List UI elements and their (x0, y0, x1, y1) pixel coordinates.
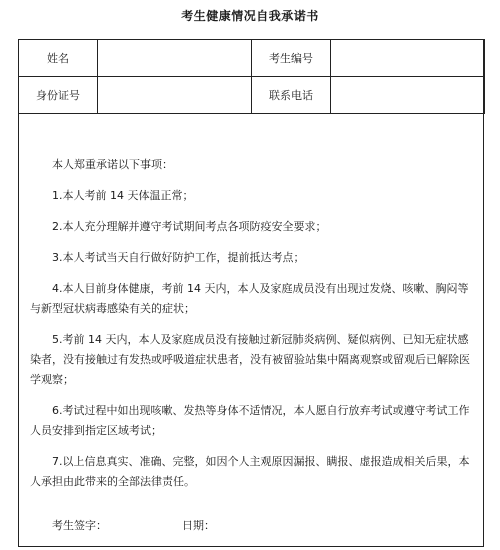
signature-row (19, 517, 485, 537)
commitment-item-5: 5.考前 14 天内，本人及家庭成员没有接触过新冠肺炎病例、疑似病例、已知无症状感染者，没有接触过有发热或呼吸道症状患者，没有被留验站集中隔离观察或留观后已解除医学观察； (30, 333, 470, 386)
info-row-1 (19, 40, 485, 77)
name-field[interactable] (98, 40, 252, 77)
commitment-item-7: 7.以上信息真实、准确、完整，如因个人主观原因漏报、瞒报、虚报造成相关后果，本人承担由此带来的全部法律责任。 (30, 455, 470, 488)
document-title: 考生健康情况自我承诺书 (181, 9, 319, 23)
phone-label: 联系电话 (252, 77, 331, 114)
signer-label: 考生签字： (52, 519, 107, 532)
exam-number-field[interactable] (331, 40, 485, 77)
info-row-2 (19, 77, 485, 114)
id-number-field[interactable] (98, 77, 252, 114)
commitment-item-6: 6.考试过程中如出现咳嗽、发热等身体不适情况，本人愿自行放弃考试或遵守考试工作人员安排到指定区域考试； (30, 404, 470, 437)
commitment-body (30, 155, 470, 503)
info-table (18, 39, 485, 114)
id-number-label: 身份证号 (19, 77, 98, 114)
commitment-item-3: 3.本人考试当天自行做好防护工作，提前抵达考点； (52, 251, 305, 264)
form-frame (18, 39, 484, 547)
commitment-intro: 本人郑重承诺以下事项： (52, 158, 173, 171)
commitment-item-2: 2.本人充分理解并遵守考试期间考点各项防疫安全要求； (52, 220, 327, 233)
name-label: 姓名 (19, 40, 98, 77)
commitment-item-4: 4.本人目前身体健康，考前 14 天内，本人及家庭成员没有出现过发烧、咳嗽、胸闷等与新型冠状病毒感染有关的症状； (30, 282, 469, 315)
exam-number-label: 考生编号 (252, 40, 331, 77)
date-label: 日期： (182, 519, 215, 532)
phone-field[interactable] (331, 77, 485, 114)
commitment-item-1: 1.本人考前 14 天体温正常； (52, 189, 194, 202)
